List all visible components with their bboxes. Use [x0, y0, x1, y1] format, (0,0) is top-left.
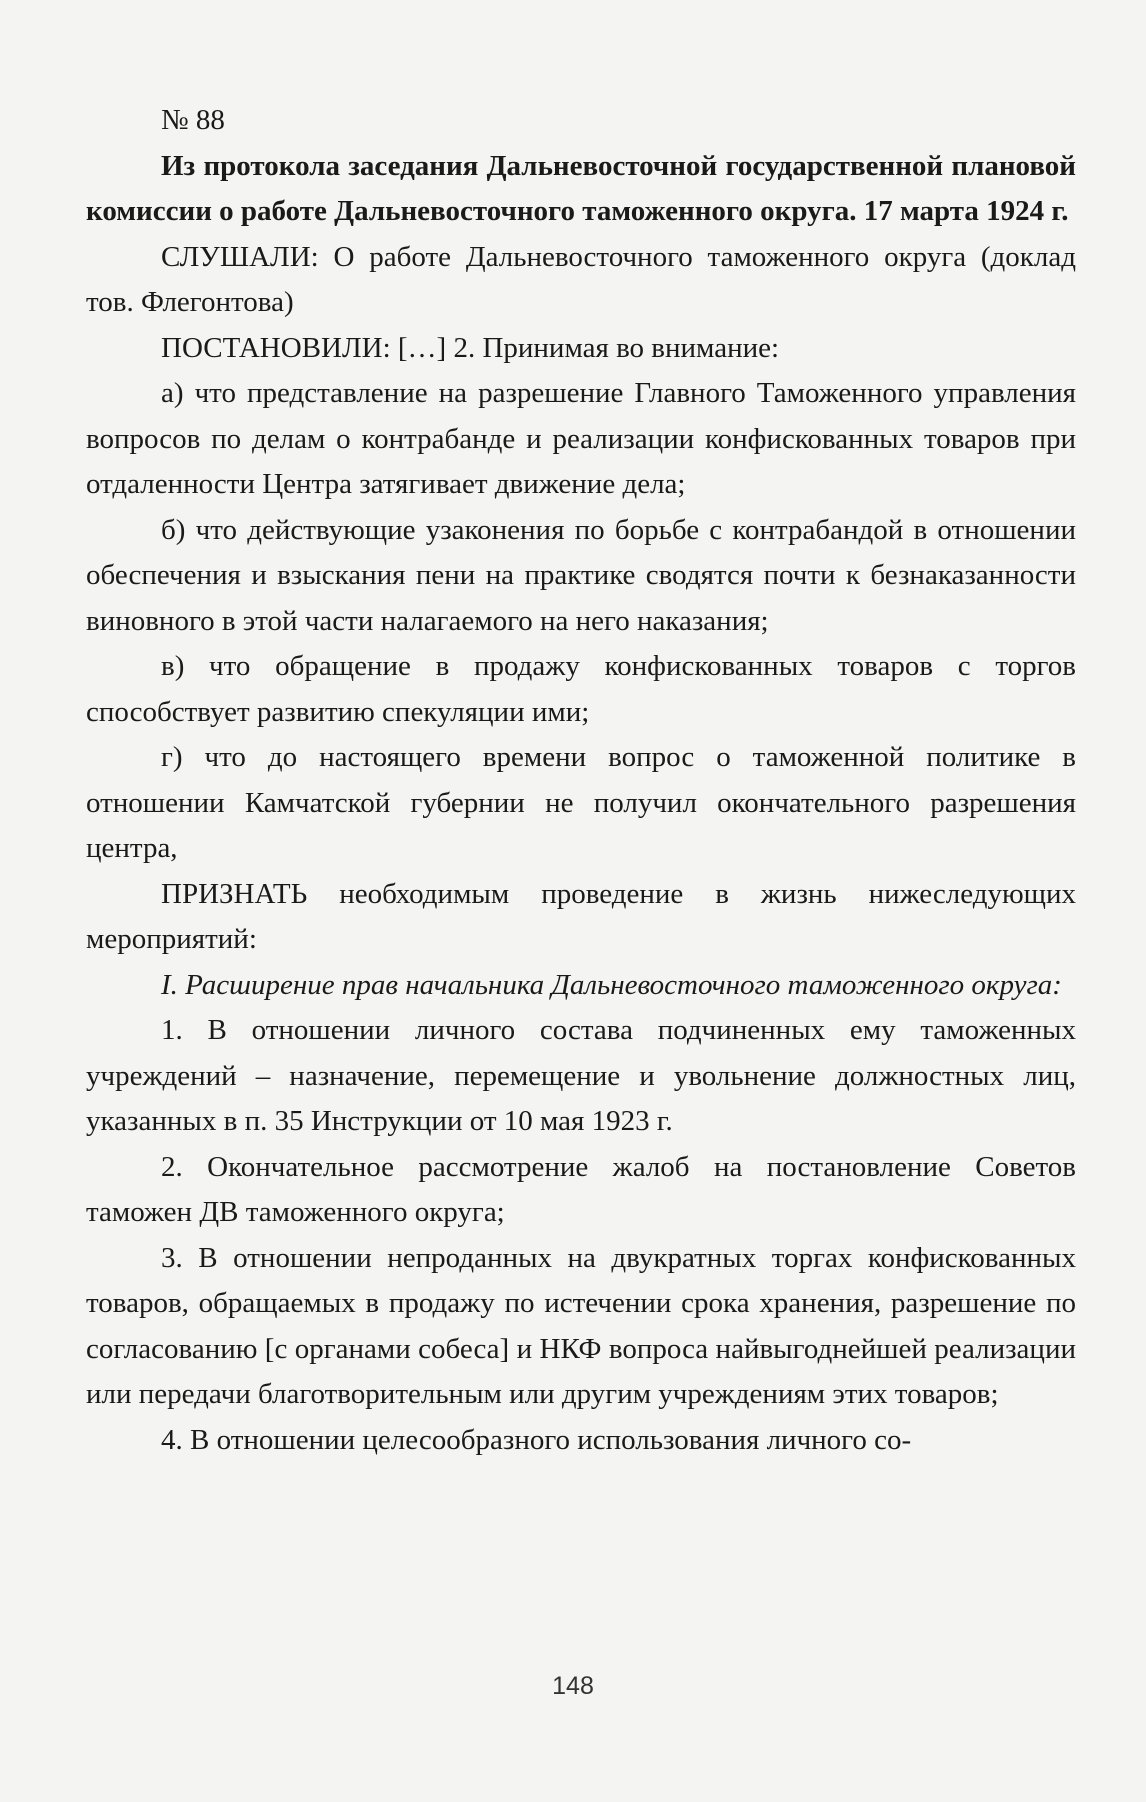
consideration-c: в) что обращение в продажу конфискованных товаров с торгов способствует развитию спекуляции ими;: [86, 650, 1076, 728]
item-2: 2. Окончательное рассмотрение жалоб на постановление Советов таможен ДВ таможенного округа;: [86, 1150, 1076, 1228]
recognize-paragraph: ПРИЗНАТЬ необходимым проведение в жизнь нижеследующих мероприятий:: [86, 877, 1076, 955]
item-3: 3. В отношении непроданных на двукратных торгах конфискованных товаров, обращаемых в продажу по истечении срока хранения, разрешение по согласованию [с органами собеса] и НКФ вопроса найвыгоднейшей реализации или передачи благотворительным или другим учреждениям этих товаров;: [86, 1241, 1076, 1410]
consideration-a: а) что представление на разрешение Главного Таможенного управления вопросов по делам о контрабанде и реализации конфискованных товаров при отдаленности Центра затягивает движение дела;: [86, 377, 1076, 500]
page-number: 148: [552, 1672, 594, 1700]
document-body: [86, 98, 1076, 1463]
heard-paragraph: СЛУШАЛИ: О работе Дальневосточного таможенного округа (доклад тов. Флегонтова): [86, 240, 1076, 318]
consideration-d: г) что до настоящего времени вопрос о таможенной политике в отношении Камчатской губернии не получил окончательного разрешения центра,: [86, 741, 1076, 864]
item-4: 4. В отношении целесообразного использования личного со-: [161, 1423, 912, 1456]
document-title: Из протокола заседания Дальневосточной государственной плановой комиссии о работе Дальневосточного таможенного округа. 17 марта 1924 г.: [86, 149, 1076, 227]
document-number: № 88: [161, 104, 225, 136]
consideration-b: б) что действующие узаконения по борьбе с контрабандой в отношении обеспечения и взыскания пени на практике сводятся почти к безнаказанности виновного в этой части налагаемого на него наказания;: [86, 513, 1076, 637]
resolved-paragraph: ПОСТАНОВИЛИ: […] 2. Принимая во внимание:: [161, 331, 780, 364]
item-1: 1. В отношении личного состава подчиненных ему таможенных учреждений – назначение, перемещение и увольнение должностных лиц, указанных в п. 35 Инструкции от 10 мая 1923 г.: [86, 1014, 1076, 1137]
section-heading: I. Расширение прав начальника Дальневосточного таможенного округа:: [161, 968, 1062, 1001]
